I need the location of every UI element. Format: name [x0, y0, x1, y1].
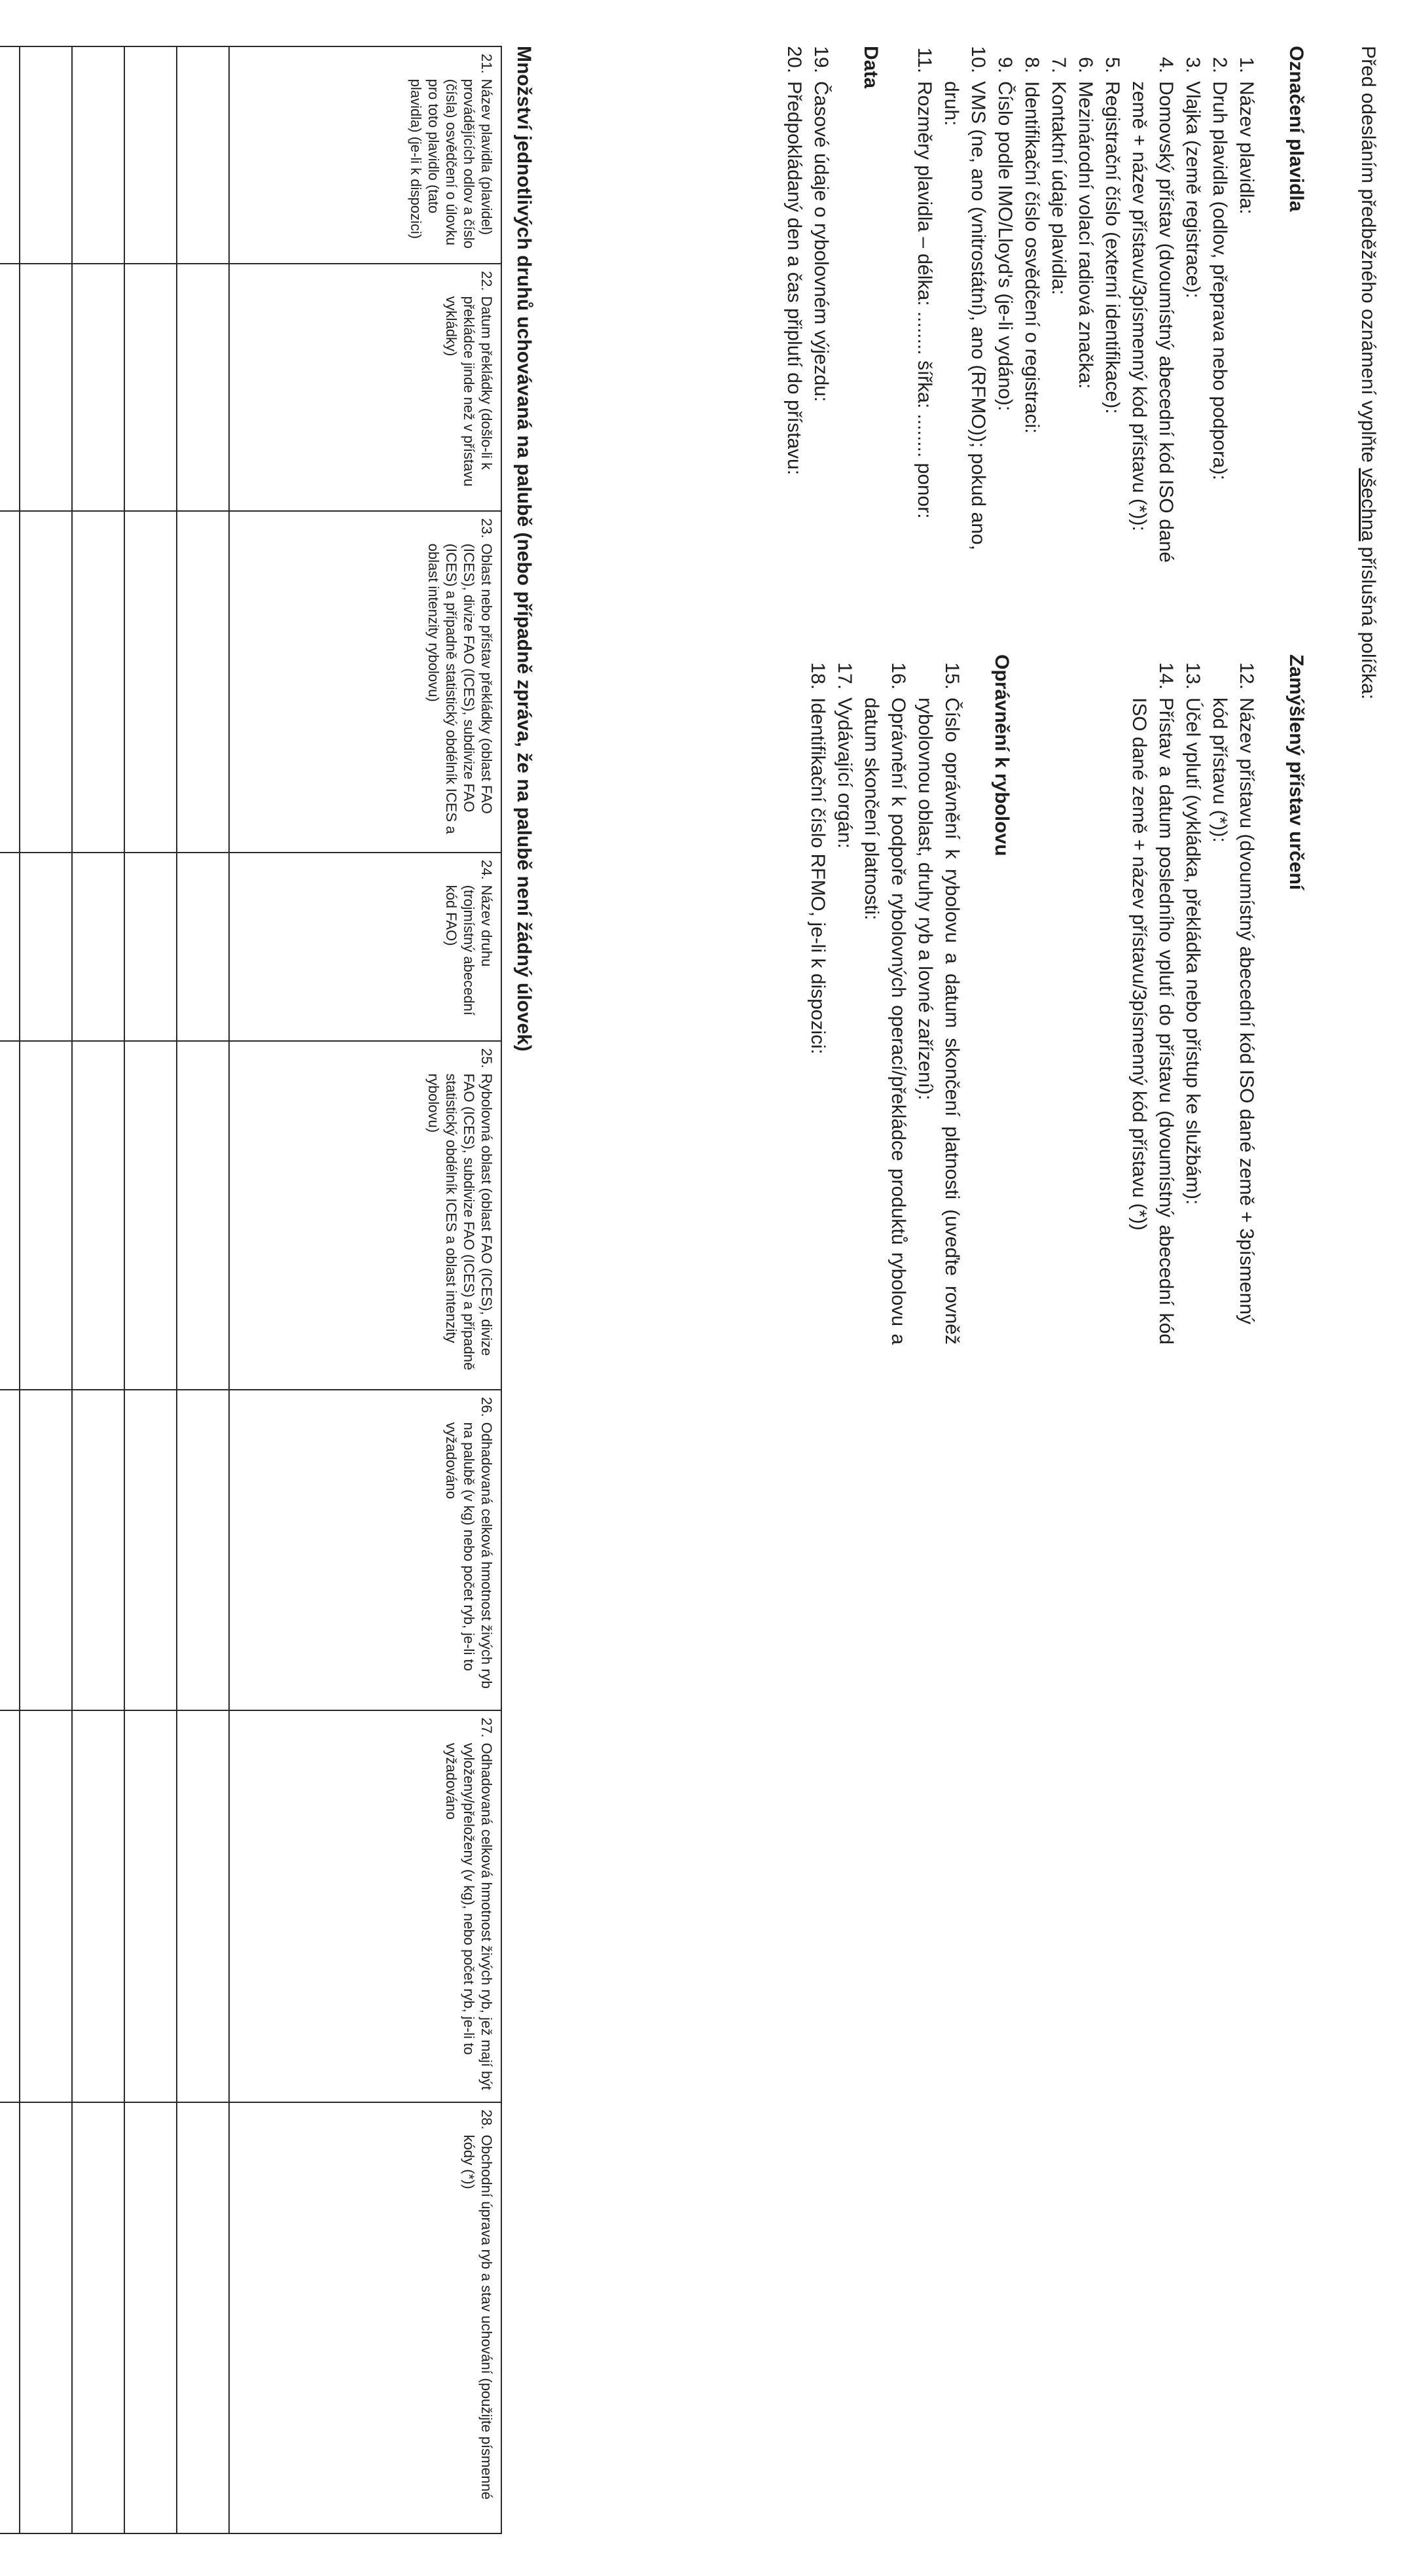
- empty-entry-cell[interactable]: [124, 511, 177, 853]
- intro-instruction: Před odesláním předběžného oznámení vyplňte všechna příslušná políčka:: [1357, 46, 1379, 699]
- form-field-9: 9. Číslo podle IMO/Lloyd's (je-li vydáno):: [994, 56, 1016, 412]
- empty-entry-cell[interactable]: [20, 853, 72, 1041]
- empty-entry-cell[interactable]: [177, 1710, 229, 2102]
- empty-entry-cell[interactable]: [124, 1390, 177, 1710]
- empty-entry-cell[interactable]: [72, 1041, 124, 1390]
- table-row: [72, 46, 124, 2533]
- empty-entry-cell[interactable]: [0, 2102, 20, 2533]
- form-field-10: 10. VMS (ne, ano (vnitrostátní), ano (RFMO)); pokud ano, druh:: [941, 46, 989, 550]
- table-row: [177, 46, 229, 2533]
- dates-heading: Data: [860, 46, 882, 89]
- destination-port-section: [1126, 654, 1307, 1345]
- empty-entry-cell[interactable]: [0, 511, 20, 853]
- form-field-1: 1. Název plavidla:: [1236, 56, 1257, 215]
- empty-entry-cell[interactable]: [72, 1710, 124, 2102]
- vessel-heading: Označení plavidla: [1285, 46, 1307, 212]
- empty-entry-cell[interactable]: [124, 2102, 177, 2533]
- empty-entry-cell[interactable]: [0, 853, 20, 1041]
- empty-entry-cell[interactable]: [177, 1041, 229, 1390]
- form-field-5: 5. Registrační číslo (externí identifikace):: [1102, 56, 1123, 414]
- dates-section: [781, 46, 882, 563]
- form-field-18: 18. Identifikační číslo RFMO, je-li k dispozici:: [807, 662, 829, 1055]
- empty-entry-cell[interactable]: [0, 1390, 20, 1710]
- empty-entry-cell[interactable]: [177, 1390, 229, 1710]
- empty-entry-cell[interactable]: [0, 1710, 20, 2102]
- empty-entry-cell[interactable]: [72, 511, 124, 853]
- empty-entry-cell[interactable]: [177, 46, 229, 264]
- form-field-2: 2. Druh plavidla (odlov, přeprava nebo podpora):: [1209, 56, 1230, 480]
- column-header-21: 21. Název plavidla (plavidel) provádějících odlov a číslo (čísla) osvědčení o úlovku pro toto plavidlo (tato plavidla) (je-li k dispozici): [229, 46, 501, 264]
- empty-entry-cell[interactable]: [20, 511, 72, 853]
- form-field-3: 3. Vlajka (země registrace):: [1182, 56, 1204, 298]
- empty-entry-cell[interactable]: [177, 853, 229, 1041]
- empty-entry-cell[interactable]: [72, 264, 124, 511]
- catch-table-title: Množství jednotlivých druhů uchovávaná na palubě (nebo případně zpráva, že na palubě není žádný úlovek): [513, 46, 535, 1051]
- empty-entry-cell[interactable]: [20, 46, 72, 264]
- vessel-fields-list: [911, 46, 1260, 563]
- vessel-identification-section: [911, 46, 1307, 563]
- empty-entry-cell[interactable]: [0, 1041, 20, 1390]
- column-header-23: 23. Oblast nebo přístav překládky (oblast FAO (ICES), divize FAO (ICES), subdivize FAO (ICES) a případně statistický obdélník ICES a oblast intenzity rybolovu): [229, 511, 501, 853]
- form-field-12: 12. Název přístavu (dvoumístný abecední kód ISO dané země + 3písmenný kód přístavu (*)):: [1209, 662, 1257, 1325]
- empty-entry-cell[interactable]: [20, 2102, 72, 2533]
- empty-entry-cell[interactable]: [177, 511, 229, 853]
- empty-entry-cell[interactable]: [72, 853, 124, 1041]
- empty-entry-cell[interactable]: [20, 1390, 72, 1710]
- form-field-11: 11. Rozměry plavidla – délka: ........ šířka: ........ ponor:: [914, 47, 935, 519]
- empty-entry-cell[interactable]: [124, 853, 177, 1041]
- form-field-13: 13. Účel vplutí (vykládka, překládka nebo přístup ke službám):: [1182, 662, 1204, 1205]
- empty-entry-cell[interactable]: [124, 46, 177, 264]
- form-field-16: 16. Oprávnění k podpoře rybolovných operací/překládce produktů rybolovu a datum skončení platnosti:: [861, 662, 909, 1345]
- catch-table: [0, 46, 502, 2534]
- port-fields-list: [1126, 654, 1260, 1345]
- table-body: [0, 46, 229, 2533]
- authorization-heading: Oprávnění k rybolovu: [991, 654, 1013, 856]
- empty-entry-cell[interactable]: [0, 264, 20, 511]
- form-field-19: 19. Časové údaje o rybolovném výjezdu:: [810, 46, 832, 402]
- form-field-20: 20. Předpokládaný den a čas připlutí do přístavu:: [783, 46, 805, 476]
- empty-entry-cell[interactable]: [20, 264, 72, 511]
- form-field-14: 14. Přístav a datum posledního vplutí do přístavu (dvoumístný abecední kód ISO dané země + název přístavu/3písmenný kód přístavu (*)): [1128, 662, 1177, 1345]
- form-field-8: 8. Identifikační číslo osvědčení o registraci:: [1021, 56, 1043, 434]
- empty-entry-cell[interactable]: [124, 1710, 177, 2102]
- empty-entry-cell[interactable]: [20, 1041, 72, 1390]
- empty-entry-cell[interactable]: [20, 1710, 72, 2102]
- empty-entry-cell[interactable]: [72, 46, 124, 264]
- column-header-27: 27. Odhadovaná celková hmotnost živých ryb, jež mají být vyloženy/přeloženy (v kg), nebo počet ryb, je-li to vyžadováno: [229, 1710, 501, 2102]
- table-row: [0, 46, 20, 2533]
- form-field-7: 7. Kontaktní údaje plavidla:: [1048, 56, 1069, 295]
- empty-entry-cell[interactable]: [72, 2102, 124, 2533]
- table-header-row: [229, 46, 501, 2533]
- column-header-26: 26. Odhadovaná celková hmotnost živých ryb na palubě (v kg) nebo počet ryb, je-li to vyžadováno: [229, 1390, 501, 1710]
- column-header-28: 28. Obchodní úprava ryb a stav uchování (použijte písmenné kódy (*)): [229, 2102, 501, 2533]
- dates-fields-list: [781, 46, 834, 563]
- port-heading: Zamýšlený přístav určení: [1285, 654, 1307, 891]
- empty-entry-cell[interactable]: [0, 46, 20, 264]
- column-header-22: 22. Datum překládky (došlo-li k překládce jinde než v přístavu vykládky): [229, 264, 501, 511]
- empty-entry-cell[interactable]: [124, 1041, 177, 1390]
- form-field-17: 17. Vydávající orgán:: [834, 662, 855, 849]
- form-field-6: 6. Mezinárodní volací radiová značka:: [1075, 56, 1096, 389]
- form-field-15: 15. Číslo oprávnění k rybolovu a datum skončení platnosti (uveďte rovněž rybolovnou oblast, druhy ryb a lovné zařízení):: [914, 662, 963, 1345]
- fishing-authorization-section: [804, 654, 1013, 1345]
- empty-entry-cell[interactable]: [177, 2102, 229, 2533]
- empty-entry-cell[interactable]: [177, 264, 229, 511]
- form-field-4: 4. Domovský přístav (dvoumístný abecední kód ISO dané země + název přístavu/3písmenný kód přístavu (*)):: [1128, 56, 1177, 563]
- table-row: [20, 46, 72, 2533]
- column-header-25: 25. Rybolovná oblast (oblast FAO (ICES), divize FAO (ICES), subdivize FAO (ICES) a případně statistický obdélník ICES a oblast intenzity rybolovu): [229, 1041, 501, 1390]
- empty-entry-cell[interactable]: [124, 264, 177, 511]
- empty-entry-cell[interactable]: [72, 1390, 124, 1710]
- table-row: [124, 46, 177, 2533]
- authorization-fields-list: [804, 654, 965, 1345]
- column-header-24: 24. Název druhu (trojmístný abecední kód FAO): [229, 853, 501, 1041]
